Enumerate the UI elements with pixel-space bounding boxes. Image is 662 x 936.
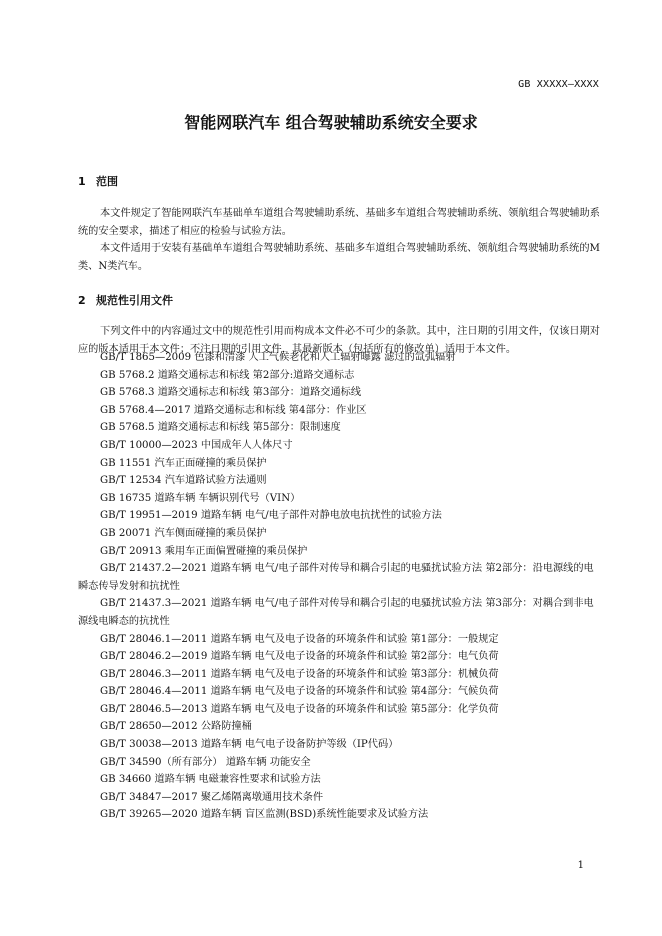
reference-item: GB 5768.5 道路交通标志和标线 第5部分：限制速度	[100, 422, 341, 434]
references-intro-paragraph: 下列文件中的内容通过文中的规范性引用而构成本文件必不可少的条款。其中，注日期的引用文件，仅该日期对应的版本适用于本文件；不注日期的引用文件，其最新版本（包括所有的修改单）适用于本文件。	[78, 326, 600, 355]
reference-item: GB 5768.3 道路交通标志和标线 第3部分：道路交通标线	[100, 387, 362, 399]
reference-item: GB 11551 汽车正面碰撞的乘员保护	[100, 457, 267, 469]
reference-item: GB 20071 汽车侧面碰撞的乘员保护	[100, 527, 267, 539]
reference-item: GB/T 28046.5—2013 道路车辆 电气及电子设备的环境条件和试验 第5部分：化学负荷	[100, 703, 499, 715]
reference-item: GB 34660 道路车辆 电磁兼容性要求和试验方法	[100, 774, 321, 786]
reference-item: GB 5768.4—2017 道路交通标志和标线 第4部分：作业区	[100, 404, 367, 416]
section-2-number: 2	[78, 294, 86, 307]
section-2-title: 规范性引用文件	[96, 294, 173, 307]
reference-item: GB/T 28046.4—2011 道路车辆 电气及电子设备的环境条件和试验 第4部分：气候负荷	[100, 686, 499, 698]
scope-paragraph-1: 本文件规定了智能网联汽车基础单车道组合驾驶辅助系统、基础多车道组合驾驶辅助系统、领航组合驾驶辅助系统的安全要求，描述了相应的检验与试验方法。	[78, 208, 600, 237]
reference-item: GB/T 1865—2009 色漆和清漆 人工气候老化和人工辐射曝露 滤过的氙弧辐射	[100, 352, 456, 363]
reference-item: GB/T 12534 汽车道路试验方法通则	[100, 475, 267, 487]
section-1-body	[78, 205, 600, 275]
reference-item: GB/T 19951—2019 道路车辆 电气/电子部件对静电放电抗扰性的试验方法	[100, 510, 442, 522]
reference-item: GB/T 10000—2023 中国成年人人体尺寸	[100, 439, 293, 451]
reference-item: GB/T 30038—2013 道路车辆 电气电子设备防护等级（IP代码）	[100, 739, 399, 751]
reference-item: GB/T 20913 乘用车正面偏置碰撞的乘员保护	[100, 545, 308, 557]
reference-item: GB 5768.2 道路交通标志和标线 第2部分:道路交通标志	[100, 369, 355, 381]
section-1-title: 范围	[96, 175, 118, 188]
reference-item: GB/T 28046.3—2011 道路车辆 电气及电子设备的环境条件和试验 第3部分：机械负荷	[100, 668, 499, 680]
reference-item: GB/T 28650—2012 公路防撞桶	[100, 721, 252, 733]
reference-item: GB/T 21437.2—2021 道路车辆 电气/电子部件对传导和耦合引起的电骚扰试验方法 第2部分：沿电源线的电瞬态传导发射和抗扰性	[78, 563, 594, 592]
reference-item: GB/T 34847—2017 聚乙烯隔离墩通用技术条件	[100, 791, 324, 803]
reference-item: GB/T 21437.3—2021 道路车辆 电气/电子部件对传导和耦合引起的电骚扰试验方法 第3部分：对耦合到非电源线电瞬态的抗扰性	[78, 598, 594, 627]
section-2-heading	[78, 292, 173, 308]
reference-item: GB 16735 道路车辆 车辆识别代号（VIN）	[100, 492, 301, 504]
reference-item: GB/T 28046.1—2011 道路车辆 电气及电子设备的环境条件和试验 第1部分：一般规定	[100, 633, 499, 645]
scope-paragraph-2: 本文件适用于安装有基础单车道组合驾驶辅助系统、基础多车道组合驾驶辅助系统、领航组合驾驶辅助系统的M类、N类汽车。	[78, 243, 600, 272]
reference-list	[78, 349, 600, 824]
document-title: 智能网联汽车 组合驾驶辅助系统安全要求	[184, 113, 478, 132]
reference-item: GB/T 28046.2—2019 道路车辆 电气及电子设备的环境条件和试验 第2部分：电气负荷	[100, 651, 499, 663]
page-number: 1	[577, 860, 584, 871]
section-1-number: 1	[78, 175, 86, 188]
reference-item: GB/T 39265—2020 道路车辆 盲区监测(BSD)系统性能要求及试验方法	[100, 809, 429, 821]
section-1-heading	[78, 173, 118, 189]
document-code: GB XXXXX—XXXX	[518, 79, 599, 90]
reference-item: GB/T 34590（所有部分） 道路车辆 功能安全	[100, 756, 311, 768]
